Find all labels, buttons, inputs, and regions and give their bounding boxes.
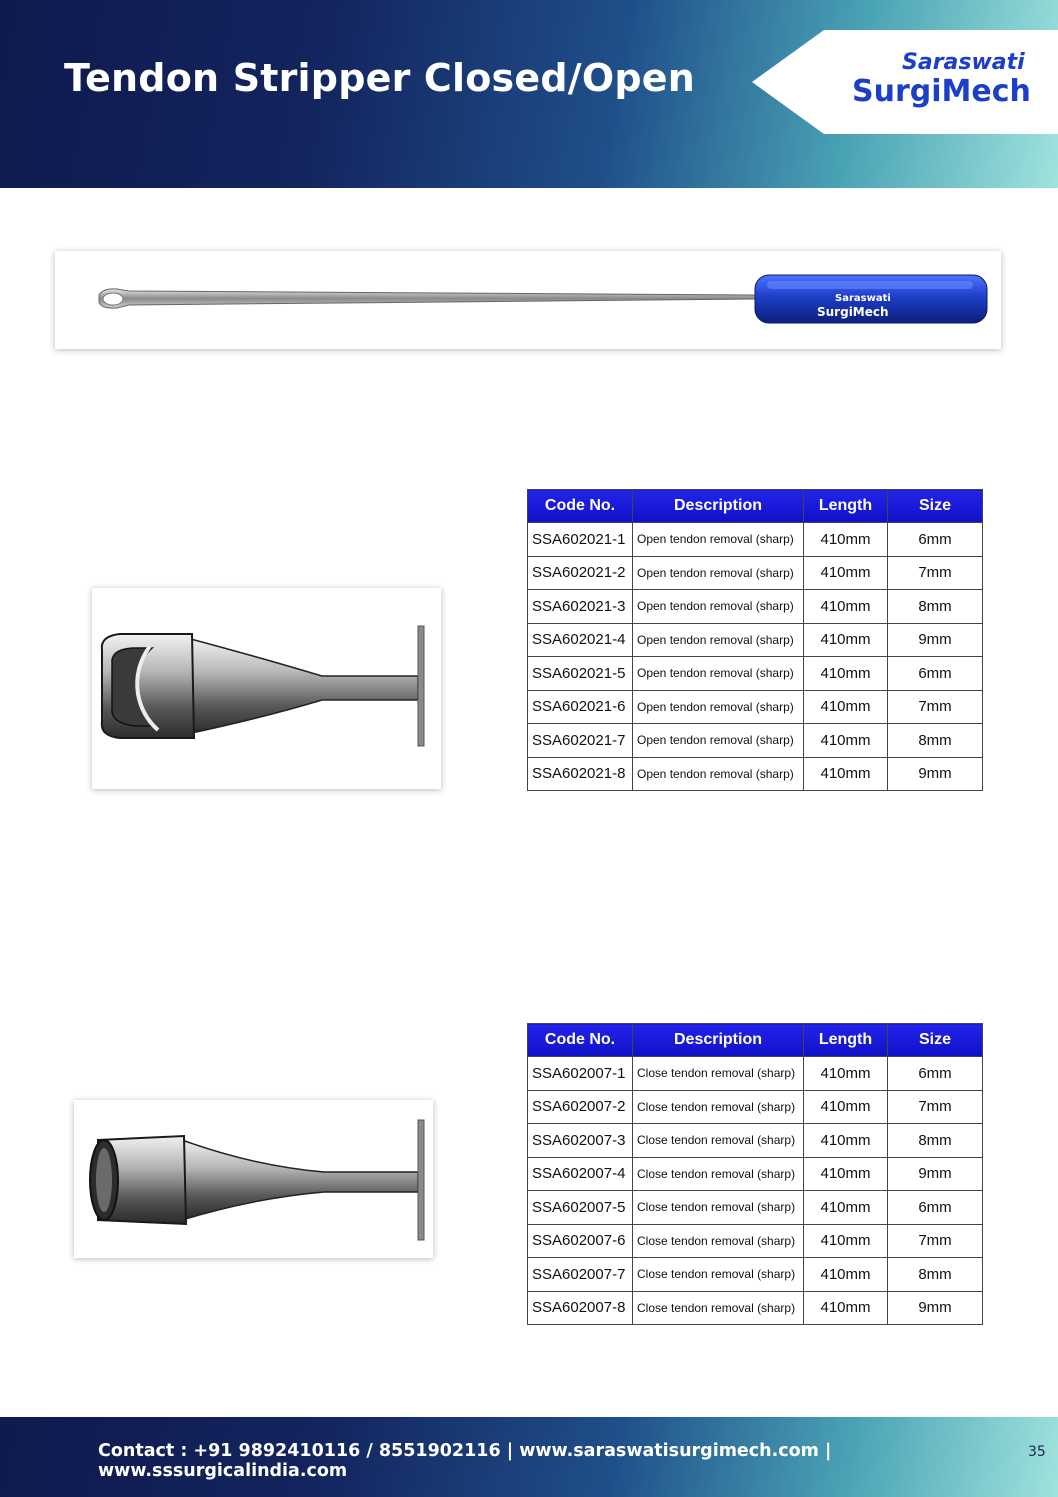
code-cell: SSA602007-3 (528, 1124, 633, 1158)
code-cell: SSA602021-6 (528, 690, 633, 724)
length-cell: 410mm (804, 1291, 888, 1325)
table-row (528, 690, 983, 724)
code-cell: SSA602007-7 (528, 1258, 633, 1292)
table-row (528, 1090, 983, 1124)
code-cell: SSA602021-2 (528, 556, 633, 590)
description-cell: Open tendon removal (sharp) (633, 623, 804, 657)
open-tip-illustration (92, 588, 441, 789)
code-cell: SSA602021-7 (528, 724, 633, 758)
brand-logo-tab (752, 30, 1058, 134)
table-row (528, 623, 983, 657)
size-cell: 7mm (888, 1224, 983, 1258)
description-cell: Open tendon removal (sharp) (633, 757, 804, 791)
code-cell: SSA602007-6 (528, 1224, 633, 1258)
col-header-size: Size (888, 490, 983, 523)
contact-info: Contact : +91 9892410116 / 8551902116 | www.saraswatisurgimech.com | www.sssurgicalindia.com (98, 1441, 832, 1481)
length-cell: 410mm (804, 1124, 888, 1158)
length-cell: 410mm (804, 523, 888, 557)
code-cell: SSA602021-8 (528, 757, 633, 791)
col-header-length: Length (804, 1024, 888, 1057)
length-cell: 410mm (804, 1224, 888, 1258)
description-cell: Open tendon removal (sharp) (633, 556, 804, 590)
footer-banner (0, 1417, 1058, 1497)
table-row (528, 724, 983, 758)
description-cell: Open tendon removal (sharp) (633, 523, 804, 557)
description-cell: Close tendon removal (sharp) (633, 1224, 804, 1258)
table-row (528, 657, 983, 691)
page-number: 35 (1028, 1444, 1046, 1460)
col-header-length: Length (804, 490, 888, 523)
length-cell: 410mm (804, 1191, 888, 1225)
description-cell: Open tendon removal (sharp) (633, 657, 804, 691)
handle-logo-line2: SurgiMech (817, 305, 889, 319)
description-cell: Close tendon removal (sharp) (633, 1157, 804, 1191)
size-cell: 7mm (888, 690, 983, 724)
code-cell: SSA602007-8 (528, 1291, 633, 1325)
size-cell: 8mm (888, 590, 983, 624)
col-header-description: Description (633, 490, 804, 523)
length-cell: 410mm (804, 623, 888, 657)
table-row (528, 590, 983, 624)
handle-logo-line1: Saraswati (835, 293, 891, 304)
table-row (528, 1057, 983, 1091)
table-row (528, 556, 983, 590)
table-row (528, 757, 983, 791)
col-header-code: Code No. (528, 1024, 633, 1057)
size-cell: 7mm (888, 1090, 983, 1124)
code-cell: SSA602021-3 (528, 590, 633, 624)
description-cell: Close tendon removal (sharp) (633, 1090, 804, 1124)
description-cell: Close tendon removal (sharp) (633, 1057, 804, 1091)
description-cell: Open tendon removal (sharp) (633, 590, 804, 624)
table-row (528, 1291, 983, 1325)
length-cell: 410mm (804, 1258, 888, 1292)
table-row (528, 1258, 983, 1292)
code-cell: SSA602021-1 (528, 523, 633, 557)
table-row (528, 1191, 983, 1225)
length-cell: 410mm (804, 1057, 888, 1091)
code-cell: SSA602007-2 (528, 1090, 633, 1124)
full-instrument-image (55, 251, 1001, 349)
description-cell: Open tendon removal (sharp) (633, 724, 804, 758)
size-cell: 6mm (888, 1191, 983, 1225)
table-row (528, 1224, 983, 1258)
table-row (528, 1157, 983, 1191)
size-cell: 9mm (888, 1157, 983, 1191)
code-cell: SSA602021-5 (528, 657, 633, 691)
size-cell: 8mm (888, 724, 983, 758)
code-cell: SSA602021-4 (528, 623, 633, 657)
brand-logo-line2: SurgiMech (852, 74, 1031, 109)
col-header-description: Description (633, 1024, 804, 1057)
size-cell: 6mm (888, 1057, 983, 1091)
size-cell: 7mm (888, 556, 983, 590)
size-cell: 9mm (888, 623, 983, 657)
page-title: Tendon Stripper Closed/Open (64, 56, 695, 100)
length-cell: 410mm (804, 1157, 888, 1191)
size-cell: 6mm (888, 657, 983, 691)
description-cell: Close tendon removal (sharp) (633, 1191, 804, 1225)
col-header-code: Code No. (528, 490, 633, 523)
description-cell: Close tendon removal (sharp) (633, 1124, 804, 1158)
size-cell: 6mm (888, 523, 983, 557)
size-cell: 9mm (888, 1291, 983, 1325)
length-cell: 410mm (804, 1090, 888, 1124)
brand-logo-line1: Saraswati (902, 50, 1025, 75)
length-cell: 410mm (804, 556, 888, 590)
description-cell: Open tendon removal (sharp) (633, 690, 804, 724)
close-tip-image (74, 1100, 433, 1258)
length-cell: 410mm (804, 657, 888, 691)
description-cell: Close tendon removal (sharp) (633, 1291, 804, 1325)
close-tip-illustration (74, 1100, 433, 1258)
open-tip-image (92, 588, 441, 789)
col-header-size: Size (888, 1024, 983, 1057)
table-row (528, 523, 983, 557)
description-cell: Close tendon removal (sharp) (633, 1258, 804, 1292)
table-header-row (528, 1024, 983, 1057)
code-cell: SSA602007-1 (528, 1057, 633, 1091)
length-cell: 410mm (804, 757, 888, 791)
table-header-row (528, 490, 983, 523)
size-cell: 8mm (888, 1124, 983, 1158)
length-cell: 410mm (804, 590, 888, 624)
size-cell: 8mm (888, 1258, 983, 1292)
length-cell: 410mm (804, 690, 888, 724)
code-cell: SSA602007-5 (528, 1191, 633, 1225)
size-cell: 9mm (888, 757, 983, 791)
close-spec-table (527, 1023, 983, 1325)
open-spec-table (527, 489, 983, 791)
table-row (528, 1124, 983, 1158)
header-banner (0, 0, 1058, 188)
code-cell: SSA602007-4 (528, 1157, 633, 1191)
length-cell: 410mm (804, 724, 888, 758)
